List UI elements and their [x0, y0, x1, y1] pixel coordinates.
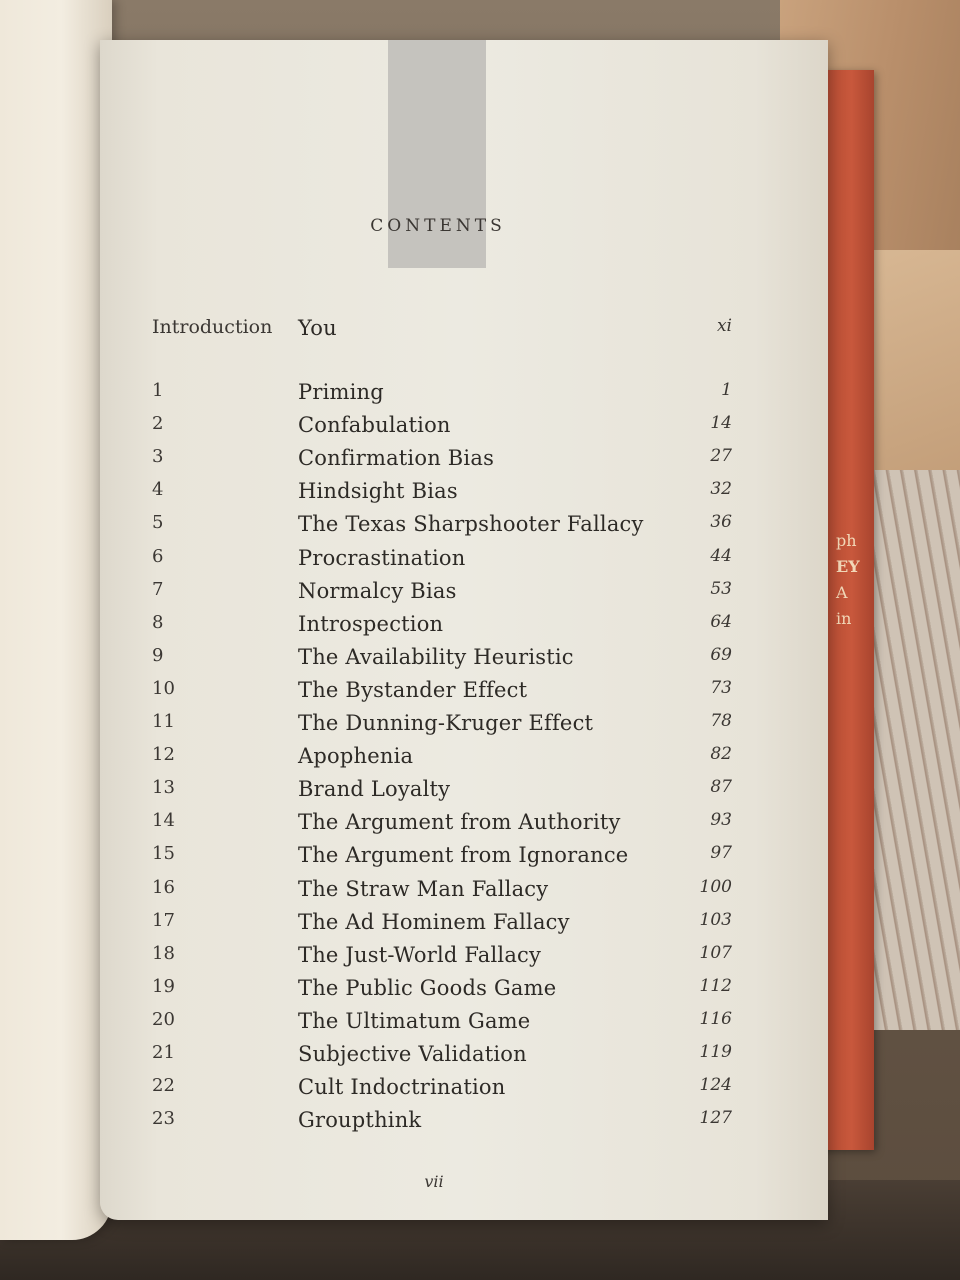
- chapter-number: 1: [152, 380, 164, 401]
- chapter-number: 18: [152, 942, 175, 964]
- chapter-title: The Argument from Authority: [298, 810, 621, 835]
- toc-row: [100, 711, 828, 741]
- chapter-page: 93: [710, 810, 732, 831]
- chapter-page: 69: [710, 644, 732, 665]
- chapter-number: 14: [152, 810, 175, 832]
- page-title: CONTENTS: [370, 216, 506, 236]
- chapter-number: 20: [152, 1008, 175, 1030]
- chapter-number: 3: [152, 446, 164, 468]
- toc-row: [100, 446, 828, 476]
- chapter-title: Hindsight Bias: [298, 479, 458, 504]
- toc-row: [100, 512, 828, 542]
- chapter-title: Cult Indoctrination: [298, 1075, 506, 1100]
- toc-row: [100, 678, 828, 708]
- chapter-title: The Ultimatum Game: [298, 1008, 531, 1033]
- toc-row: [100, 976, 828, 1006]
- chapter-page: 14: [710, 413, 732, 434]
- chapter-number: 13: [152, 777, 175, 799]
- chapter-page: 53: [710, 578, 732, 599]
- chapter-page: 127: [699, 1108, 732, 1129]
- toc-row-introduction: [100, 316, 828, 346]
- table-of-contents: [100, 40, 828, 1220]
- toc-row: [100, 744, 828, 774]
- page-number: vii: [424, 1172, 444, 1191]
- toc-row: [100, 943, 828, 973]
- chapter-number: 5: [152, 512, 164, 534]
- chapter-title: The Ad Hominem Fallacy: [298, 909, 570, 934]
- chapter-title: Normalcy Bias: [298, 578, 457, 603]
- chapter-number: 10: [152, 677, 175, 699]
- chapter-page: 1: [721, 380, 732, 400]
- chapter-title: The Bystander Effect: [298, 677, 528, 702]
- contents-page: [100, 40, 828, 1220]
- chapter-number: 17: [152, 909, 175, 931]
- chapter-title: Subjective Validation: [298, 1042, 527, 1066]
- toc-row: [100, 546, 828, 576]
- chapter-page: 107: [699, 942, 732, 963]
- chapter-title: The Argument from Ignorance: [298, 843, 629, 868]
- chapter-title: The Straw Man Fallacy: [298, 876, 549, 901]
- chapter-page: 82: [710, 744, 732, 765]
- chapter-title: Confirmation Bias: [298, 446, 495, 471]
- chapter-page: 64: [710, 611, 732, 632]
- striped-cloth: [860, 470, 960, 1030]
- chapter-title: Apophenia: [298, 744, 414, 769]
- cover-text-line: ph: [836, 531, 857, 550]
- chapter-page: 36: [710, 512, 732, 533]
- chapter-number: 12: [152, 744, 175, 766]
- chapter-title: The Texas Sharpshooter Fallacy: [298, 512, 644, 537]
- introduction-page: xi: [716, 316, 732, 336]
- toc-row: [100, 877, 828, 907]
- chapter-page: 44: [710, 545, 732, 566]
- chapter-title: The Dunning-Kruger Effect: [298, 711, 594, 735]
- chapter-title: Brand Loyalty: [298, 777, 451, 802]
- toc-row: [100, 479, 828, 509]
- chapter-number: 15: [152, 843, 175, 865]
- chapter-page: 124: [699, 1075, 732, 1096]
- toc-row: [100, 579, 828, 609]
- cover-text-line: A: [836, 583, 848, 602]
- toc-row: [100, 910, 828, 940]
- chapter-number: 19: [152, 975, 175, 997]
- chapter-page: 103: [699, 909, 732, 930]
- chapter-page: 116: [699, 1008, 732, 1029]
- introduction-title: You: [298, 316, 337, 340]
- left-page: [0, 0, 112, 1240]
- chapter-title: The Availability Heuristic: [298, 644, 574, 669]
- chapter-page: 78: [710, 711, 732, 731]
- cover-text-line: EY: [836, 557, 860, 576]
- chapter-number: 11: [152, 711, 175, 732]
- chapter-number: 7: [152, 578, 164, 600]
- chapter-number: 6: [152, 545, 164, 567]
- chapter-number: 16: [152, 876, 175, 898]
- cover-text-line: in: [836, 609, 852, 628]
- introduction-label: Introduction: [152, 316, 273, 338]
- toc-row: [100, 1108, 828, 1138]
- chapter-page: 97: [710, 843, 732, 864]
- toc-row: [100, 413, 828, 443]
- chapter-number: 8: [152, 611, 164, 633]
- chapter-page: 119: [699, 1042, 732, 1062]
- chapter-title: Confabulation: [298, 413, 451, 438]
- chapter-page: 100: [699, 876, 732, 897]
- chapter-number: 22: [152, 1075, 175, 1097]
- chapter-page: 32: [710, 479, 732, 500]
- toc-row: [100, 1009, 828, 1039]
- chapter-title: Priming: [298, 380, 384, 404]
- toc-row: [100, 1042, 828, 1072]
- chapter-page: 27: [710, 446, 732, 467]
- chapter-page: 112: [699, 975, 732, 996]
- chapter-page: 87: [710, 777, 732, 798]
- toc-row: [100, 380, 828, 410]
- toc-row: [100, 612, 828, 642]
- chapter-title: The Public Goods Game: [298, 975, 557, 1000]
- toc-row: [100, 777, 828, 807]
- chapter-title: Procrastination: [298, 545, 466, 570]
- toc-row: [100, 1075, 828, 1105]
- cover-text: [836, 528, 866, 632]
- chapter-number: 2: [152, 413, 164, 435]
- chapter-number: 21: [152, 1042, 175, 1063]
- chapter-title: Groupthink: [298, 1108, 422, 1133]
- chapter-title: Introspection: [298, 611, 444, 636]
- toc-row: [100, 843, 828, 873]
- chapter-number: 4: [152, 479, 164, 501]
- chapter-number: 9: [152, 644, 164, 666]
- toc-row: [100, 645, 828, 675]
- toc-row: [100, 810, 828, 840]
- chapter-page: 73: [710, 677, 732, 698]
- chapter-title: The Just-World Fallacy: [298, 942, 542, 967]
- chapter-number: 23: [152, 1108, 175, 1130]
